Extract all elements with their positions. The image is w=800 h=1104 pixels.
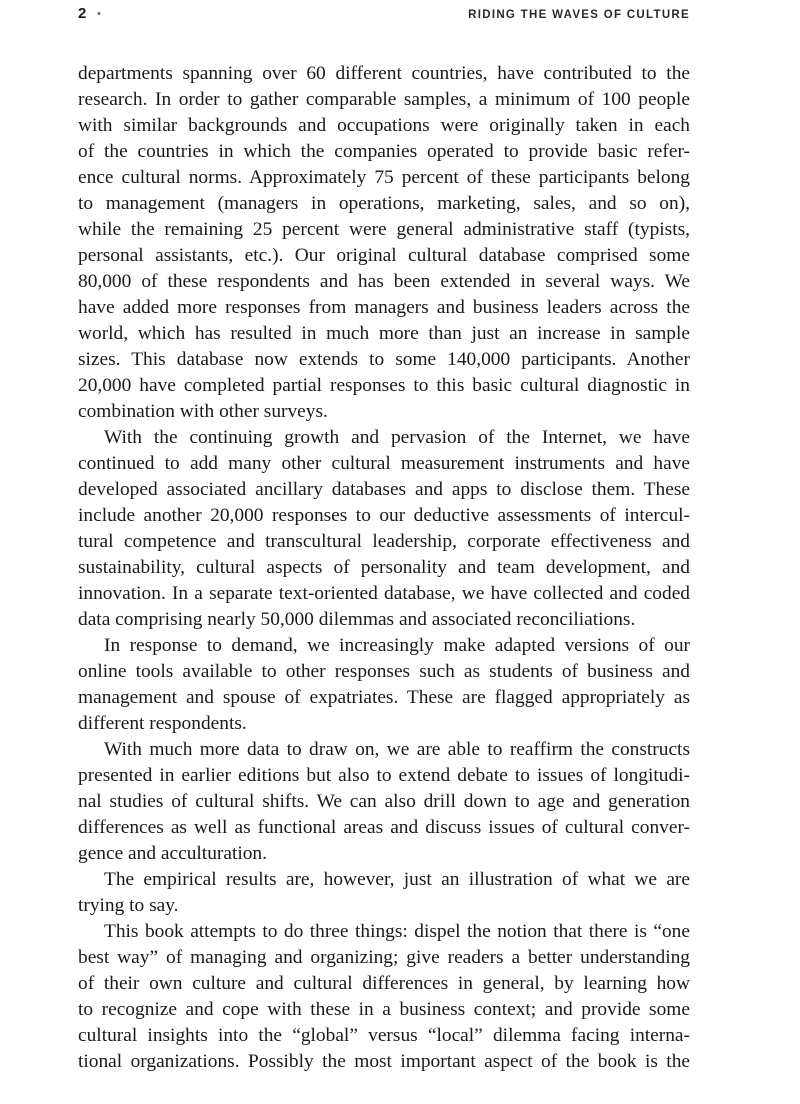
text-line: 20,000 have completed partial responses to this basic cultural diagnostic in [78, 375, 690, 396]
text-line: innovation. In a separate text-oriented database, we have collected and coded [78, 583, 690, 604]
text-line: sizes. This database now extends to some 140,000 participants. Another [78, 349, 690, 370]
text-line: tional organizations. Possibly the most important aspect of the book is the [78, 1051, 690, 1072]
text-line: cultural insights into the “global” versus “local” dilemma facing interna- [78, 1025, 690, 1046]
text-line: with similar backgrounds and occupations were originally taken in each [78, 115, 690, 136]
text-line: 80,000 of these respondents and has been extended in several ways. We [78, 271, 690, 292]
text-line: have added more responses from managers and business leaders across the [78, 297, 690, 318]
text-line: trying to say. [78, 895, 179, 916]
text-line: different respondents. [78, 713, 247, 734]
paragraph [78, 425, 690, 633]
text-line: of the countries in which the companies operated to provide basic refer- [78, 141, 690, 162]
text-line: of their own culture and cultural differences in general, by learning how [78, 973, 690, 994]
text-line: nal studies of cultural shifts. We can also drill down to age and generation [78, 791, 690, 812]
text-line: With much more data to draw on, we are able to reaffirm the constructs [104, 739, 690, 760]
text-line: presented in earlier editions but also to extend debate to issues of longitudi- [78, 765, 690, 786]
text-line: online tools available to other responses such as students of business and [78, 661, 690, 682]
text-line: sustainability, cultural aspects of personality and team development, and [78, 557, 690, 578]
text-line: With the continuing growth and pervasion of the Internet, we have [104, 427, 690, 448]
text-line: tural competence and transcultural leadership, corporate effectiveness and [78, 531, 690, 552]
header-bullet: • [97, 8, 101, 20]
text-line: continued to add many other cultural measurement instruments and have [78, 453, 690, 474]
text-line: departments spanning over 60 different countries, have contributed to the [78, 63, 690, 84]
text-line: ence cultural norms. Approximately 75 percent of these participants belong [78, 167, 690, 188]
text-line: include another 20,000 responses to our deductive assessments of intercul- [78, 505, 690, 526]
text-line: This book attempts to do three things: dispel the notion that there is “one [104, 921, 690, 942]
running-header [78, 5, 690, 25]
text-line: differences as well as functional areas and discuss issues of cultural conver- [78, 817, 690, 838]
text-line: to management (managers in operations, marketing, sales, and so on), [78, 193, 690, 214]
text-line: data comprising nearly 50,000 dilemmas and associated reconciliations. [78, 609, 636, 630]
text-line: The empirical results are, however, just an illustration of what we are [104, 869, 690, 890]
paragraph [78, 919, 690, 1075]
paragraph [78, 737, 690, 867]
paragraph [78, 61, 690, 425]
paragraph [78, 867, 690, 919]
text-line: developed associated ancillary databases and apps to disclose them. These [78, 479, 690, 500]
text-line: gence and acculturation. [78, 843, 267, 864]
text-line: management and spouse of expatriates. These are flagged appropriately as [78, 687, 690, 708]
paragraph [78, 633, 690, 737]
text-line: In response to demand, we increasingly make adapted versions of our [104, 635, 690, 656]
running-title: RIDING THE WAVES OF CULTURE [468, 9, 690, 21]
text-line: while the remaining 25 percent were general administrative staff (typists, [78, 219, 690, 240]
text-line: best way” of managing and organizing; give readers a better understanding [78, 947, 690, 968]
text-line: research. In order to gather comparable samples, a minimum of 100 people [78, 89, 690, 110]
text-line: to recognize and cope with these in a business context; and provide some [78, 999, 690, 1020]
text-line: world, which has resulted in much more than just an increase in sample [78, 323, 690, 344]
body-text [78, 61, 690, 1075]
text-line: combination with other surveys. [78, 401, 328, 422]
page-number: 2 [78, 5, 87, 22]
text-line: personal assistants, etc.). Our original cultural database comprised some [78, 245, 690, 266]
